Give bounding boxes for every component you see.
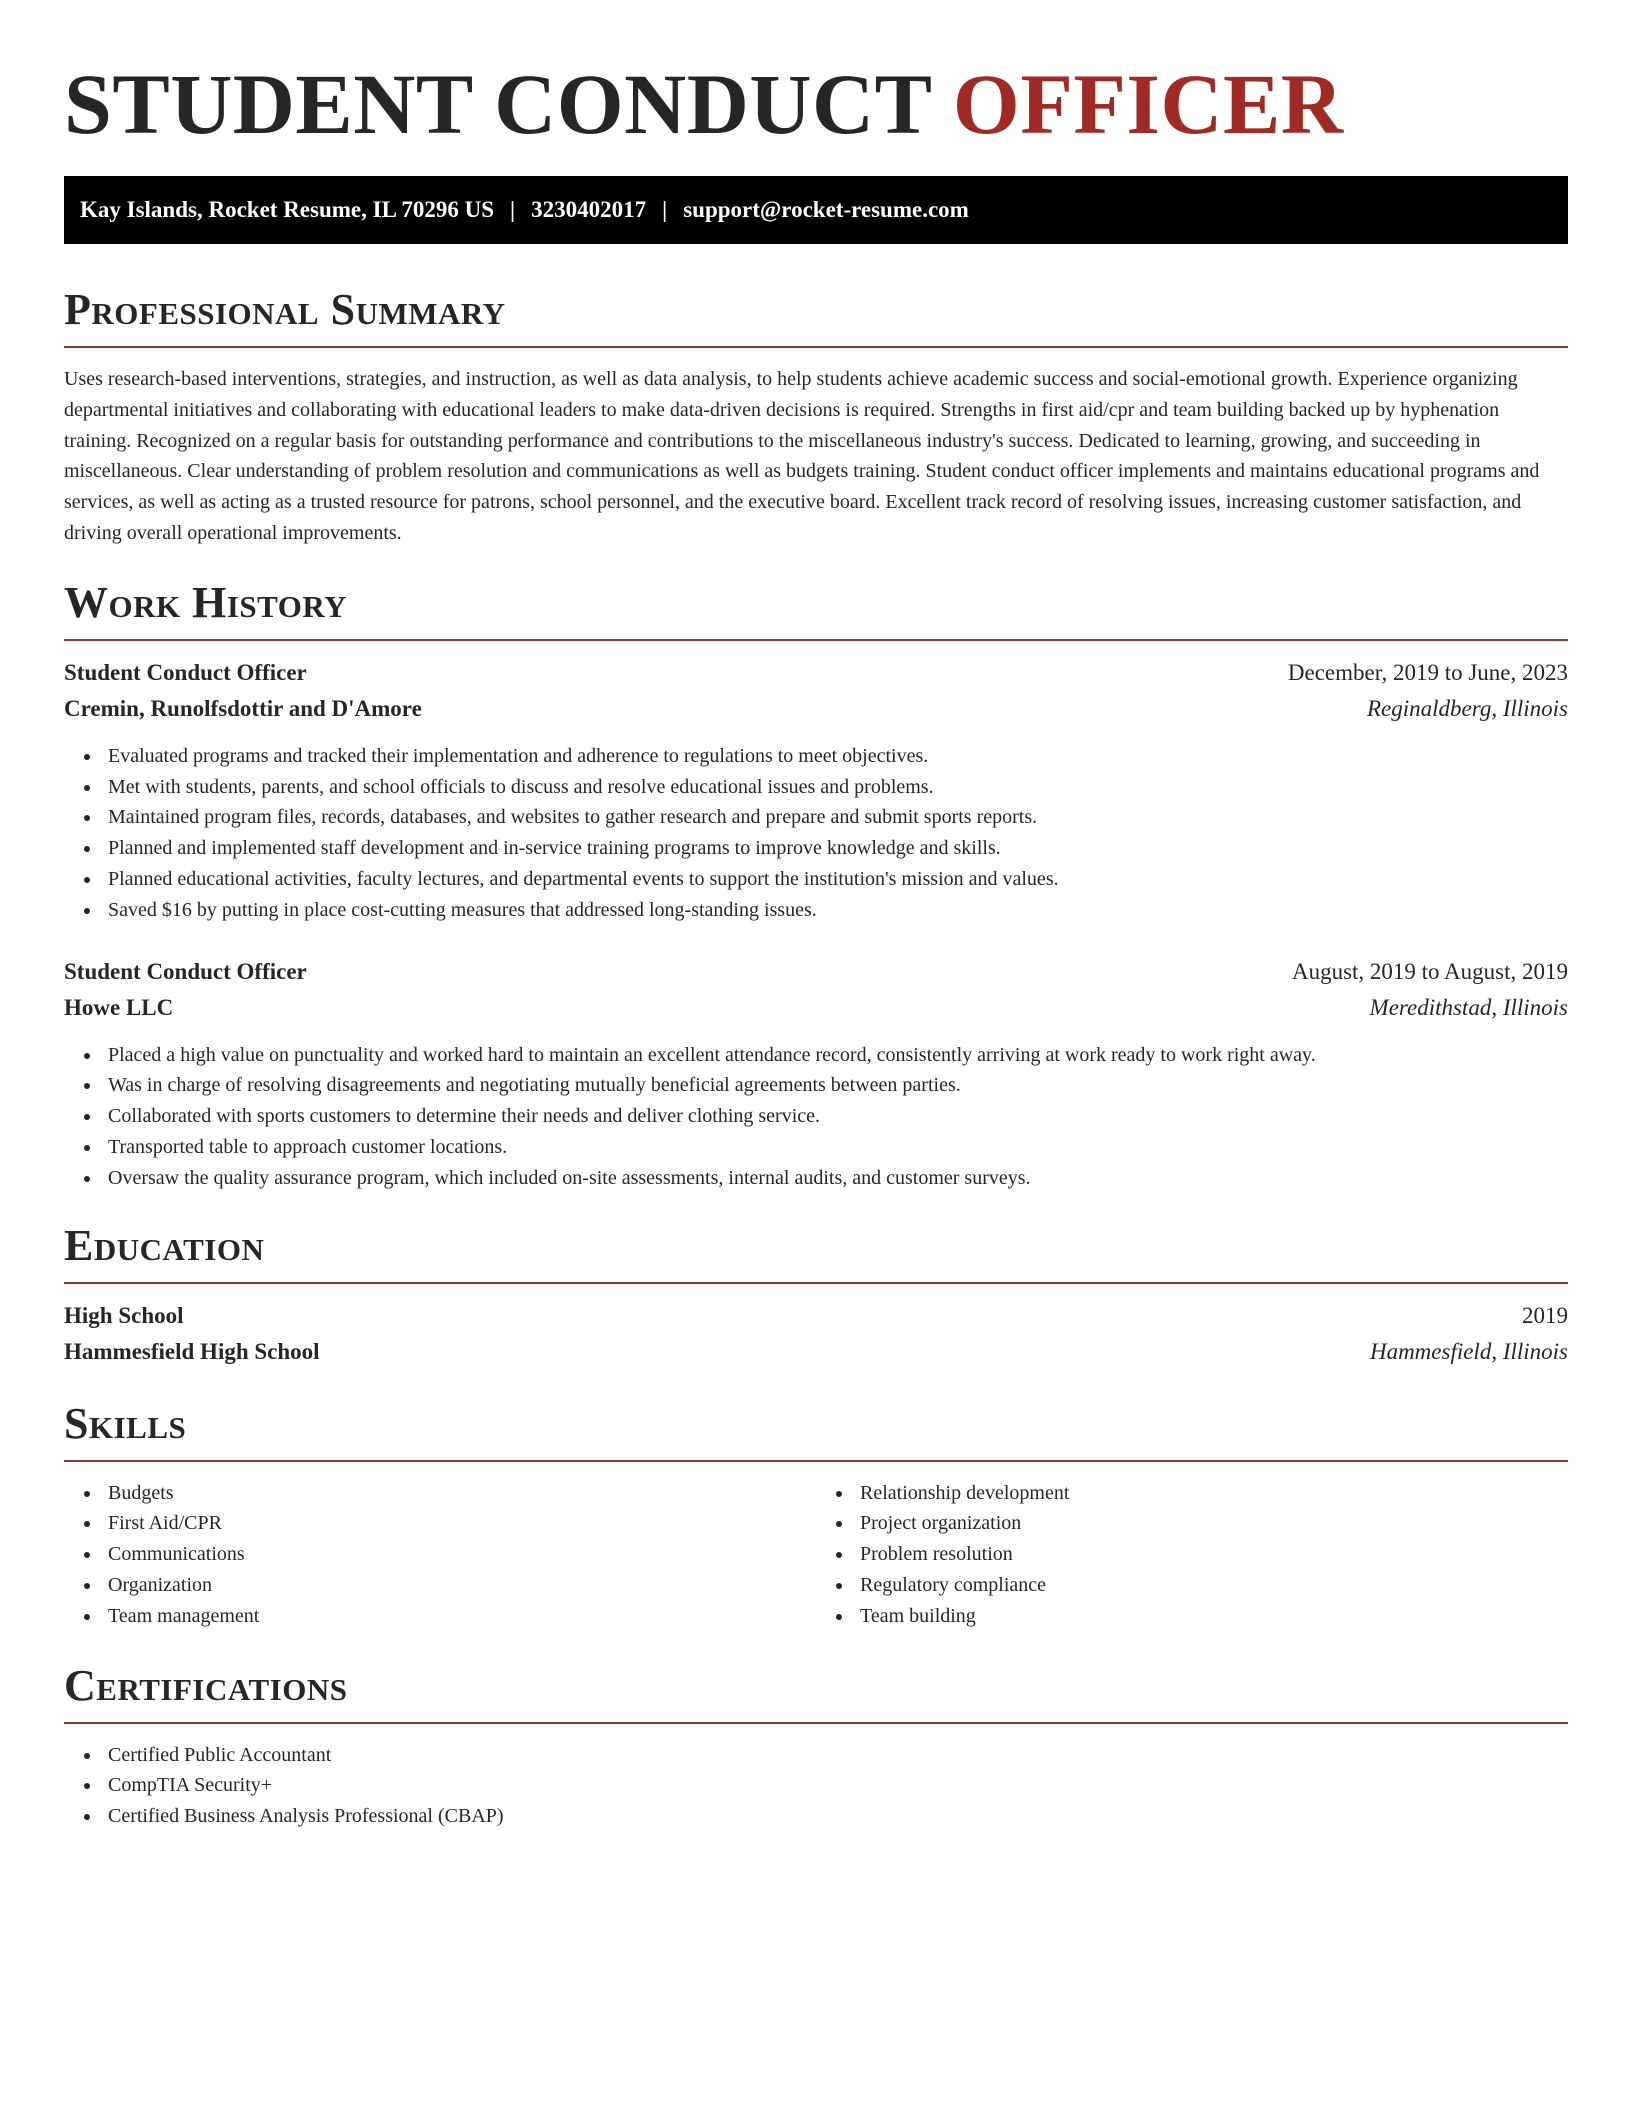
contact-address: Kay Islands, Rocket Resume, IL 70296 US — [80, 197, 495, 222]
skill-item: Project organization — [860, 1508, 1568, 1539]
work-history-section — [64, 577, 1568, 1194]
skill-item: Budgets — [108, 1478, 816, 1509]
education-year: 2019 — [1522, 1302, 1568, 1328]
contact-email: support@rocket-resume.com — [683, 197, 969, 222]
skill-item: Team management — [108, 1601, 816, 1632]
certification-item: Certified Public Accountant — [108, 1740, 1568, 1771]
job-dates: August, 2019 to August, 2019 — [1291, 958, 1568, 984]
contact-phone: 3230402017 — [531, 197, 647, 222]
education-degree-row — [64, 1298, 1568, 1334]
certifications-list — [64, 1740, 1568, 1832]
certifications-section — [64, 1660, 1568, 1832]
skill-item: Organization — [108, 1570, 816, 1601]
job-location: Meredithstad, Illinois — [1369, 994, 1568, 1020]
work-history-heading: Work History — [64, 577, 348, 627]
job-entry — [64, 655, 1568, 926]
skills-list-right — [816, 1478, 1568, 1632]
list-item: Was in charge of resolving disagreements and negotiating mutually beneficial agreements between parties. — [108, 1070, 1568, 1101]
job-entry — [64, 954, 1568, 1194]
list-item: Collaborated with sports customers to determine their needs and deliver clothing service. — [108, 1101, 1568, 1132]
certification-item: Certified Business Analysis Professional (CBAP) — [108, 1801, 1568, 1832]
section-divider — [64, 1722, 1568, 1724]
section-divider — [64, 346, 1568, 348]
skills-section — [64, 1398, 1568, 1632]
skill-item: Regulatory compliance — [860, 1570, 1568, 1601]
job-title: Student Conduct Officer — [64, 659, 307, 685]
section-divider — [64, 639, 1568, 641]
job-bullets — [64, 1040, 1568, 1194]
list-item: Transported table to approach customer locations. — [108, 1132, 1568, 1163]
education-school-row — [64, 1334, 1568, 1370]
contact-separator: | — [510, 197, 516, 222]
summary-text: Uses research-based interventions, strategies, and instruction, as well as data analysis, to help students achieve academic success and social-emotional growth. Experience organizing departmental initiatives and collaborating with educational leaders to make data-driven decisions is required. Strengths in first aid/cpr and team building backed up by hyphenation training. Recognized on a regular basis for outstanding performance and contributions to the miscellaneous industry's success. Dedicated to learning, growing, and succeeding in miscellaneous. Clear understanding of problem resolution and communications as well as budgets training. Student conduct officer implements and maintains educational programs and services, as well as acting as a trusted resource for patrons, school personnel, and the executive board. Excellent track record of resolving issues, increasing customer satisfaction, and driving overall operational improvements. — [64, 368, 1540, 544]
summary-heading: Professional Summary — [64, 285, 506, 334]
job-location: Reginaldberg, Illinois — [1366, 695, 1568, 721]
education-school: Hammesfield High School — [64, 1338, 320, 1364]
skill-item: Team building — [860, 1601, 1568, 1632]
skill-item: First Aid/CPR — [108, 1508, 816, 1539]
skills-list-left — [64, 1478, 816, 1632]
list-item: Evaluated programs and tracked their implementation and adherence to regulations to meet objectives. — [108, 741, 1568, 772]
job-dates: December, 2019 to June, 2023 — [1287, 659, 1568, 685]
education-location: Hammesfield, Illinois — [1369, 1338, 1568, 1364]
list-item: Planned and implemented staff development and in-service training programs to improve knowledge and skills. — [108, 833, 1568, 864]
education-heading: Education — [64, 1220, 265, 1270]
contact-bar — [64, 176, 1568, 244]
list-item: Placed a high value on punctuality and worked hard to maintain an excellent attendance record, consistently arriving at work ready to work right away. — [108, 1040, 1568, 1071]
list-item: Saved $16 by putting in place cost-cutting measures that addressed long-standing issues. — [108, 895, 1568, 926]
job-title-row — [64, 954, 1568, 990]
skill-item: Relationship development — [860, 1478, 1568, 1509]
section-divider — [64, 1282, 1568, 1284]
job-company-row — [64, 990, 1568, 1026]
skills-heading: Skills — [64, 1398, 187, 1448]
certifications-heading: Certifications — [64, 1660, 348, 1710]
job-bullets — [64, 741, 1568, 926]
job-title: Student Conduct Officer — [64, 958, 307, 984]
title-accent: OFFICER — [952, 56, 1344, 152]
job-company-row — [64, 691, 1568, 727]
summary-section — [64, 284, 1568, 549]
section-divider — [64, 1460, 1568, 1462]
contact-separator: | — [662, 197, 668, 222]
title-main: STUDENT CONDUCT — [64, 56, 931, 152]
education-degree: High School — [64, 1302, 184, 1328]
list-item: Planned educational activities, faculty lectures, and departmental events to support the institution's mission and values. — [108, 864, 1568, 895]
list-item: Oversaw the quality assurance program, which included on-site assessments, internal audits, and customer surveys. — [108, 1163, 1568, 1194]
job-title-row — [64, 655, 1568, 691]
skills-grid — [64, 1478, 1568, 1632]
certification-item: CompTIA Security+ — [108, 1770, 1568, 1801]
job-company: Howe LLC — [64, 994, 174, 1020]
list-item: Met with students, parents, and school officials to discuss and resolve educational issues and problems. — [108, 772, 1568, 803]
skill-item: Communications — [108, 1539, 816, 1570]
list-item: Maintained program files, records, databases, and websites to gather research and prepare and submit sports reports. — [108, 802, 1568, 833]
education-entry — [64, 1298, 1568, 1370]
resume-title — [64, 56, 1568, 152]
education-section — [64, 1220, 1568, 1370]
skill-item: Problem resolution — [860, 1539, 1568, 1570]
job-company: Cremin, Runolfsdottir and D'Amore — [64, 695, 422, 721]
